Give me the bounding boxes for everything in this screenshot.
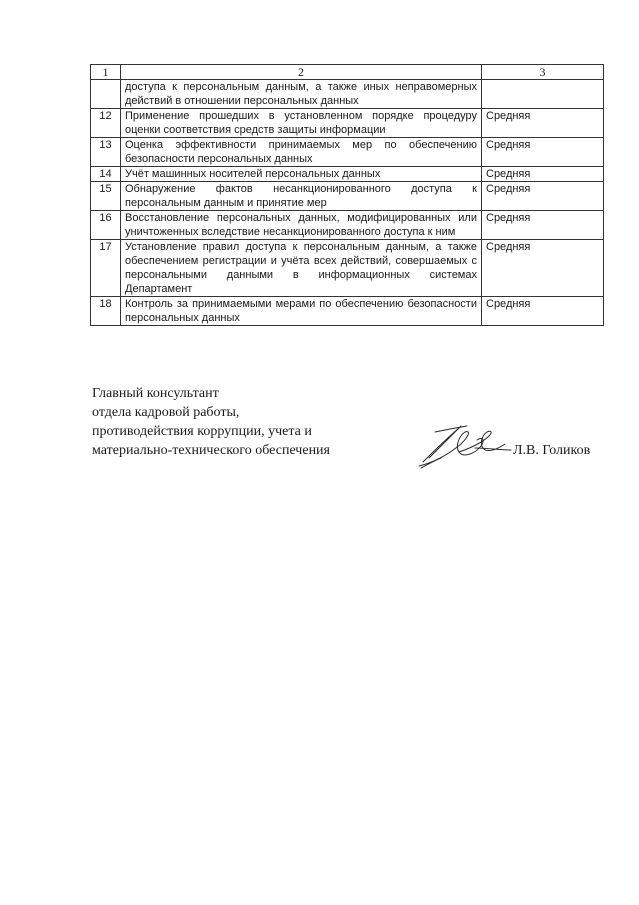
row-number: 14 xyxy=(91,167,121,182)
row-measure-text: Оценка эффективности принимаемых мер по обеспечению безопасности персональных данных xyxy=(121,138,482,167)
table-row xyxy=(91,167,604,182)
table-row xyxy=(91,109,604,138)
position-line: материально-технического обеспечения xyxy=(92,443,330,458)
row-level: Средняя xyxy=(482,297,604,326)
position-line: Главный консультант xyxy=(92,386,219,401)
table-row xyxy=(91,80,604,109)
row-level: Средняя xyxy=(482,182,604,211)
table-row xyxy=(91,240,604,297)
row-level: Средняя xyxy=(482,211,604,240)
row-level: Средняя xyxy=(482,138,604,167)
handwritten-signature-icon xyxy=(415,418,515,470)
table-row xyxy=(91,138,604,167)
row-number: 18 xyxy=(91,297,121,326)
row-number: 16 xyxy=(91,211,121,240)
row-level: Средняя xyxy=(482,167,604,182)
row-measure-text: доступа к персональным данным, а также иных неправомерных действий в отношении персональных данных xyxy=(121,80,482,109)
header-cell-3: 3 xyxy=(482,65,604,80)
header-cell-1: 1 xyxy=(91,65,121,80)
position-line: противодействия коррупции, учета и xyxy=(92,424,312,439)
table-row xyxy=(91,182,604,211)
signer-name: Л.В. Голиков xyxy=(513,443,591,458)
row-measure-text: Восстановление персональных данных, модифицированных или уничтоженных вследствие несанкционированного доступа к ним xyxy=(121,211,482,240)
row-measure-text: Применение прошедших в установленном порядке процедуру оценки соответствия средств защиты информации xyxy=(121,109,482,138)
row-number xyxy=(91,80,121,109)
table-row xyxy=(91,211,604,240)
row-number: 13 xyxy=(91,138,121,167)
row-number: 12 xyxy=(91,109,121,138)
row-measure-text: Учёт машинных носителей персональных данных xyxy=(121,167,482,182)
table-header-row xyxy=(91,65,604,80)
measures-table xyxy=(90,64,604,326)
row-level: Средняя xyxy=(482,240,604,297)
row-measure-text: Обнаружение фактов несанкционированного доступа к персональным данным и принятие мер xyxy=(121,182,482,211)
row-measure-text: Контроль за принимаемыми мерами по обеспечению безопасности персональных данных xyxy=(121,297,482,326)
signer-position xyxy=(92,384,422,460)
header-cell-2: 2 xyxy=(121,65,482,80)
row-measure-text: Установление правил доступа к персональным данным, а также обеспечением регистрации и учёта всех действий, совершаемых с персональными данными в информационных системах Департамент xyxy=(121,240,482,297)
position-line: отдела кадровой работы, xyxy=(92,405,240,420)
row-level: Средняя xyxy=(482,109,604,138)
row-number: 17 xyxy=(91,240,121,297)
row-number: 15 xyxy=(91,182,121,211)
table-row xyxy=(91,297,604,326)
row-level xyxy=(482,80,604,109)
